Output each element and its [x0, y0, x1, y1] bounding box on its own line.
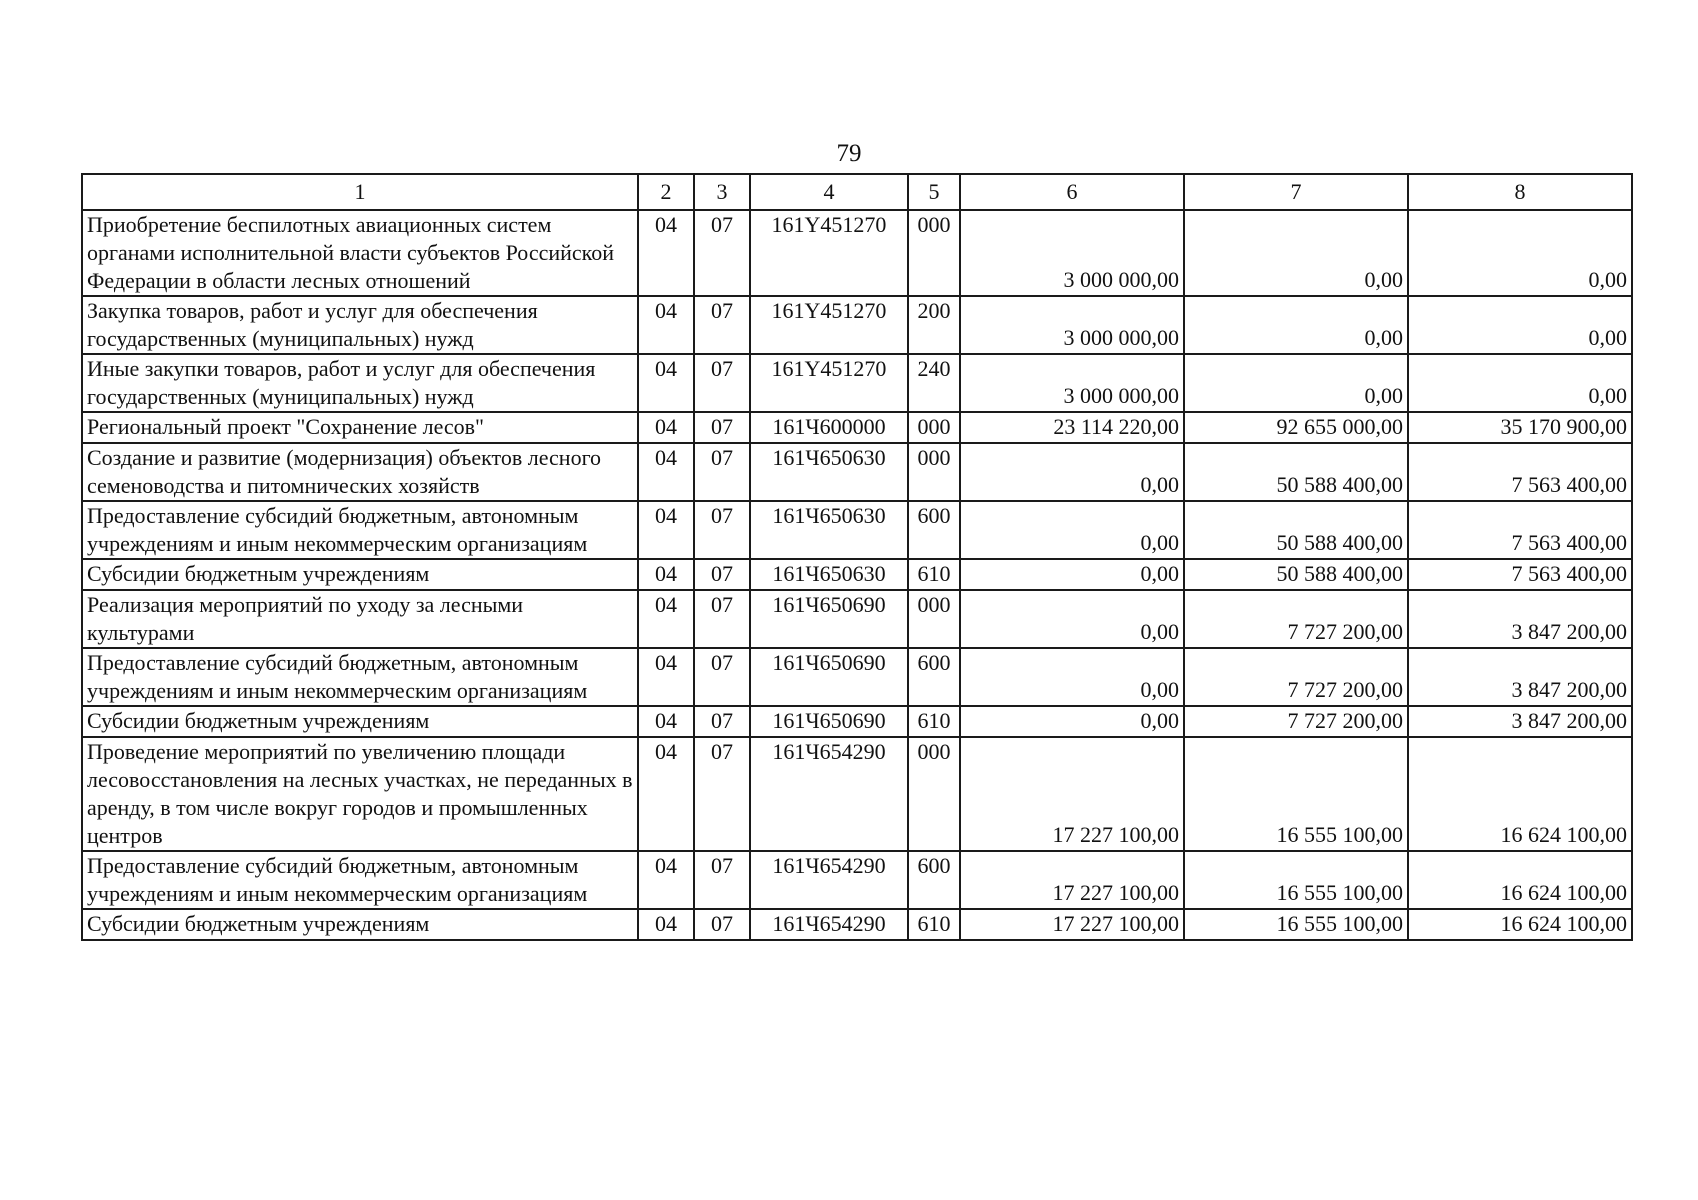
row-code-3-cell: 07: [694, 443, 750, 501]
row-value-7-cell: 16 555 100,00: [1184, 737, 1408, 851]
row-value-6-cell: 0,00: [960, 501, 1184, 559]
row-code-5-cell: 600: [908, 648, 960, 706]
row-code-3-cell: 07: [694, 590, 750, 648]
row-code-4-cell: 161Ч654290: [750, 737, 908, 851]
table-row: [82, 909, 1632, 940]
row-code-5-cell: 600: [908, 501, 960, 559]
row-name-cell: Проведение мероприятий по увеличению площади лесовосстановления на лесных участках, не переданных в аренду, в том числе вокруг городов и промышленных центров: [82, 737, 638, 851]
row-code-3-cell: 07: [694, 210, 750, 296]
row-code-4-cell: 161Ч600000: [750, 412, 908, 443]
row-code-3-cell: 07: [694, 354, 750, 412]
row-code-2-cell: 04: [638, 851, 694, 909]
row-value-6-cell: 0,00: [960, 559, 1184, 590]
row-value-6-cell: 3 000 000,00: [960, 210, 1184, 296]
row-code-3-cell: 07: [694, 648, 750, 706]
row-value-8-cell: 0,00: [1408, 354, 1632, 412]
row-code-4-cell: 161Y451270: [750, 210, 908, 296]
row-name-cell: Субсидии бюджетным учреждениям: [82, 559, 638, 590]
row-code-2-cell: 04: [638, 706, 694, 737]
row-value-6-cell: 0,00: [960, 590, 1184, 648]
row-code-2-cell: 04: [638, 501, 694, 559]
row-value-8-cell: 7 563 400,00: [1408, 559, 1632, 590]
row-value-8-cell: 3 847 200,00: [1408, 648, 1632, 706]
row-name-cell: Предоставление субсидий бюджетным, автономным учреждениям и иным некоммерческим организациям: [82, 648, 638, 706]
row-value-8-cell: 35 170 900,00: [1408, 412, 1632, 443]
table-row: [82, 590, 1632, 648]
table-header-row: [82, 174, 1632, 210]
row-value-8-cell: 16 624 100,00: [1408, 737, 1632, 851]
row-code-5-cell: 000: [908, 412, 960, 443]
row-code-2-cell: 04: [638, 354, 694, 412]
row-name-cell: Иные закупки товаров, работ и услуг для обеспечения государственных (муниципальных) нужд: [82, 354, 638, 412]
row-name-cell: Субсидии бюджетным учреждениям: [82, 909, 638, 940]
row-code-4-cell: 161Y451270: [750, 296, 908, 354]
row-code-4-cell: 161Ч650690: [750, 648, 908, 706]
row-value-6-cell: 3 000 000,00: [960, 354, 1184, 412]
row-code-2-cell: 04: [638, 296, 694, 354]
row-value-7-cell: 0,00: [1184, 354, 1408, 412]
row-code-5-cell: 000: [908, 443, 960, 501]
row-code-3-cell: 07: [694, 559, 750, 590]
row-code-5-cell: 000: [908, 210, 960, 296]
table-row: [82, 737, 1632, 851]
row-value-8-cell: 0,00: [1408, 296, 1632, 354]
row-code-4-cell: 161Ч650630: [750, 443, 908, 501]
table-row: [82, 443, 1632, 501]
row-code-3-cell: 07: [694, 706, 750, 737]
table-row: [82, 851, 1632, 909]
row-value-6-cell: 3 000 000,00: [960, 296, 1184, 354]
row-code-5-cell: 000: [908, 590, 960, 648]
row-name-cell: Реализация мероприятий по уходу за лесными культурами: [82, 590, 638, 648]
row-code-5-cell: 240: [908, 354, 960, 412]
row-value-6-cell: 17 227 100,00: [960, 737, 1184, 851]
row-code-3-cell: 07: [694, 737, 750, 851]
budget-table: [81, 173, 1633, 941]
table-row: [82, 354, 1632, 412]
row-code-2-cell: 04: [638, 210, 694, 296]
row-code-3-cell: 07: [694, 909, 750, 940]
column-header-1: 1: [82, 174, 638, 210]
row-code-5-cell: 610: [908, 909, 960, 940]
row-value-7-cell: 92 655 000,00: [1184, 412, 1408, 443]
row-code-2-cell: 04: [638, 412, 694, 443]
row-code-5-cell: 200: [908, 296, 960, 354]
column-header-2: 2: [638, 174, 694, 210]
row-value-7-cell: 50 588 400,00: [1184, 501, 1408, 559]
row-code-3-cell: 07: [694, 501, 750, 559]
row-value-6-cell: 0,00: [960, 706, 1184, 737]
row-code-2-cell: 04: [638, 590, 694, 648]
column-header-7: 7: [1184, 174, 1408, 210]
row-code-2-cell: 04: [638, 648, 694, 706]
row-value-6-cell: 0,00: [960, 648, 1184, 706]
row-value-7-cell: 7 727 200,00: [1184, 648, 1408, 706]
row-code-3-cell: 07: [694, 412, 750, 443]
row-code-4-cell: 161Y451270: [750, 354, 908, 412]
row-value-8-cell: 3 847 200,00: [1408, 706, 1632, 737]
table-row: [82, 648, 1632, 706]
row-name-cell: Приобретение беспилотных авиационных систем органами исполнительной власти субъектов Российской Федерации в области лесных отношений: [82, 210, 638, 296]
row-name-cell: Субсидии бюджетным учреждениям: [82, 706, 638, 737]
row-value-8-cell: 3 847 200,00: [1408, 590, 1632, 648]
column-header-8: 8: [1408, 174, 1632, 210]
row-value-7-cell: 50 588 400,00: [1184, 559, 1408, 590]
row-value-7-cell: 7 727 200,00: [1184, 706, 1408, 737]
row-value-8-cell: 7 563 400,00: [1408, 501, 1632, 559]
row-value-7-cell: 0,00: [1184, 296, 1408, 354]
column-header-5: 5: [908, 174, 960, 210]
table-row: [82, 296, 1632, 354]
row-code-2-cell: 04: [638, 443, 694, 501]
row-code-5-cell: 610: [908, 559, 960, 590]
row-value-8-cell: 16 624 100,00: [1408, 909, 1632, 940]
row-name-cell: Региональный проект "Сохранение лесов": [82, 412, 638, 443]
row-code-4-cell: 161Ч654290: [750, 851, 908, 909]
row-code-4-cell: 161Ч650690: [750, 706, 908, 737]
row-value-7-cell: 0,00: [1184, 210, 1408, 296]
row-value-8-cell: 16 624 100,00: [1408, 851, 1632, 909]
table-row: [82, 559, 1632, 590]
row-value-6-cell: 17 227 100,00: [960, 851, 1184, 909]
row-value-8-cell: 7 563 400,00: [1408, 443, 1632, 501]
table-row: [82, 210, 1632, 296]
row-code-3-cell: 07: [694, 851, 750, 909]
column-header-6: 6: [960, 174, 1184, 210]
row-value-7-cell: 50 588 400,00: [1184, 443, 1408, 501]
row-code-4-cell: 161Ч654290: [750, 909, 908, 940]
row-code-4-cell: 161Ч650630: [750, 501, 908, 559]
row-code-2-cell: 04: [638, 559, 694, 590]
row-code-3-cell: 07: [694, 296, 750, 354]
row-value-6-cell: 23 114 220,00: [960, 412, 1184, 443]
row-name-cell: Закупка товаров, работ и услуг для обеспечения государственных (муниципальных) нужд: [82, 296, 638, 354]
row-code-4-cell: 161Ч650690: [750, 590, 908, 648]
table-row: [82, 501, 1632, 559]
row-value-7-cell: 7 727 200,00: [1184, 590, 1408, 648]
row-code-2-cell: 04: [638, 737, 694, 851]
page-number: 79: [836, 140, 862, 167]
row-code-5-cell: 610: [908, 706, 960, 737]
row-value-6-cell: 17 227 100,00: [960, 909, 1184, 940]
row-value-6-cell: 0,00: [960, 443, 1184, 501]
table-row: [82, 412, 1632, 443]
row-code-2-cell: 04: [638, 909, 694, 940]
row-value-7-cell: 16 555 100,00: [1184, 909, 1408, 940]
row-code-5-cell: 000: [908, 737, 960, 851]
column-header-3: 3: [694, 174, 750, 210]
column-header-4: 4: [750, 174, 908, 210]
row-code-4-cell: 161Ч650630: [750, 559, 908, 590]
row-value-8-cell: 0,00: [1408, 210, 1632, 296]
row-name-cell: Создание и развитие (модернизация) объектов лесного семеноводства и питомнических хозяйств: [82, 443, 638, 501]
row-name-cell: Предоставление субсидий бюджетным, автономным учреждениям и иным некоммерческим организациям: [82, 501, 638, 559]
row-value-7-cell: 16 555 100,00: [1184, 851, 1408, 909]
row-code-5-cell: 600: [908, 851, 960, 909]
row-name-cell: Предоставление субсидий бюджетным, автономным учреждениям и иным некоммерческим организациям: [82, 851, 638, 909]
table-row: [82, 706, 1632, 737]
